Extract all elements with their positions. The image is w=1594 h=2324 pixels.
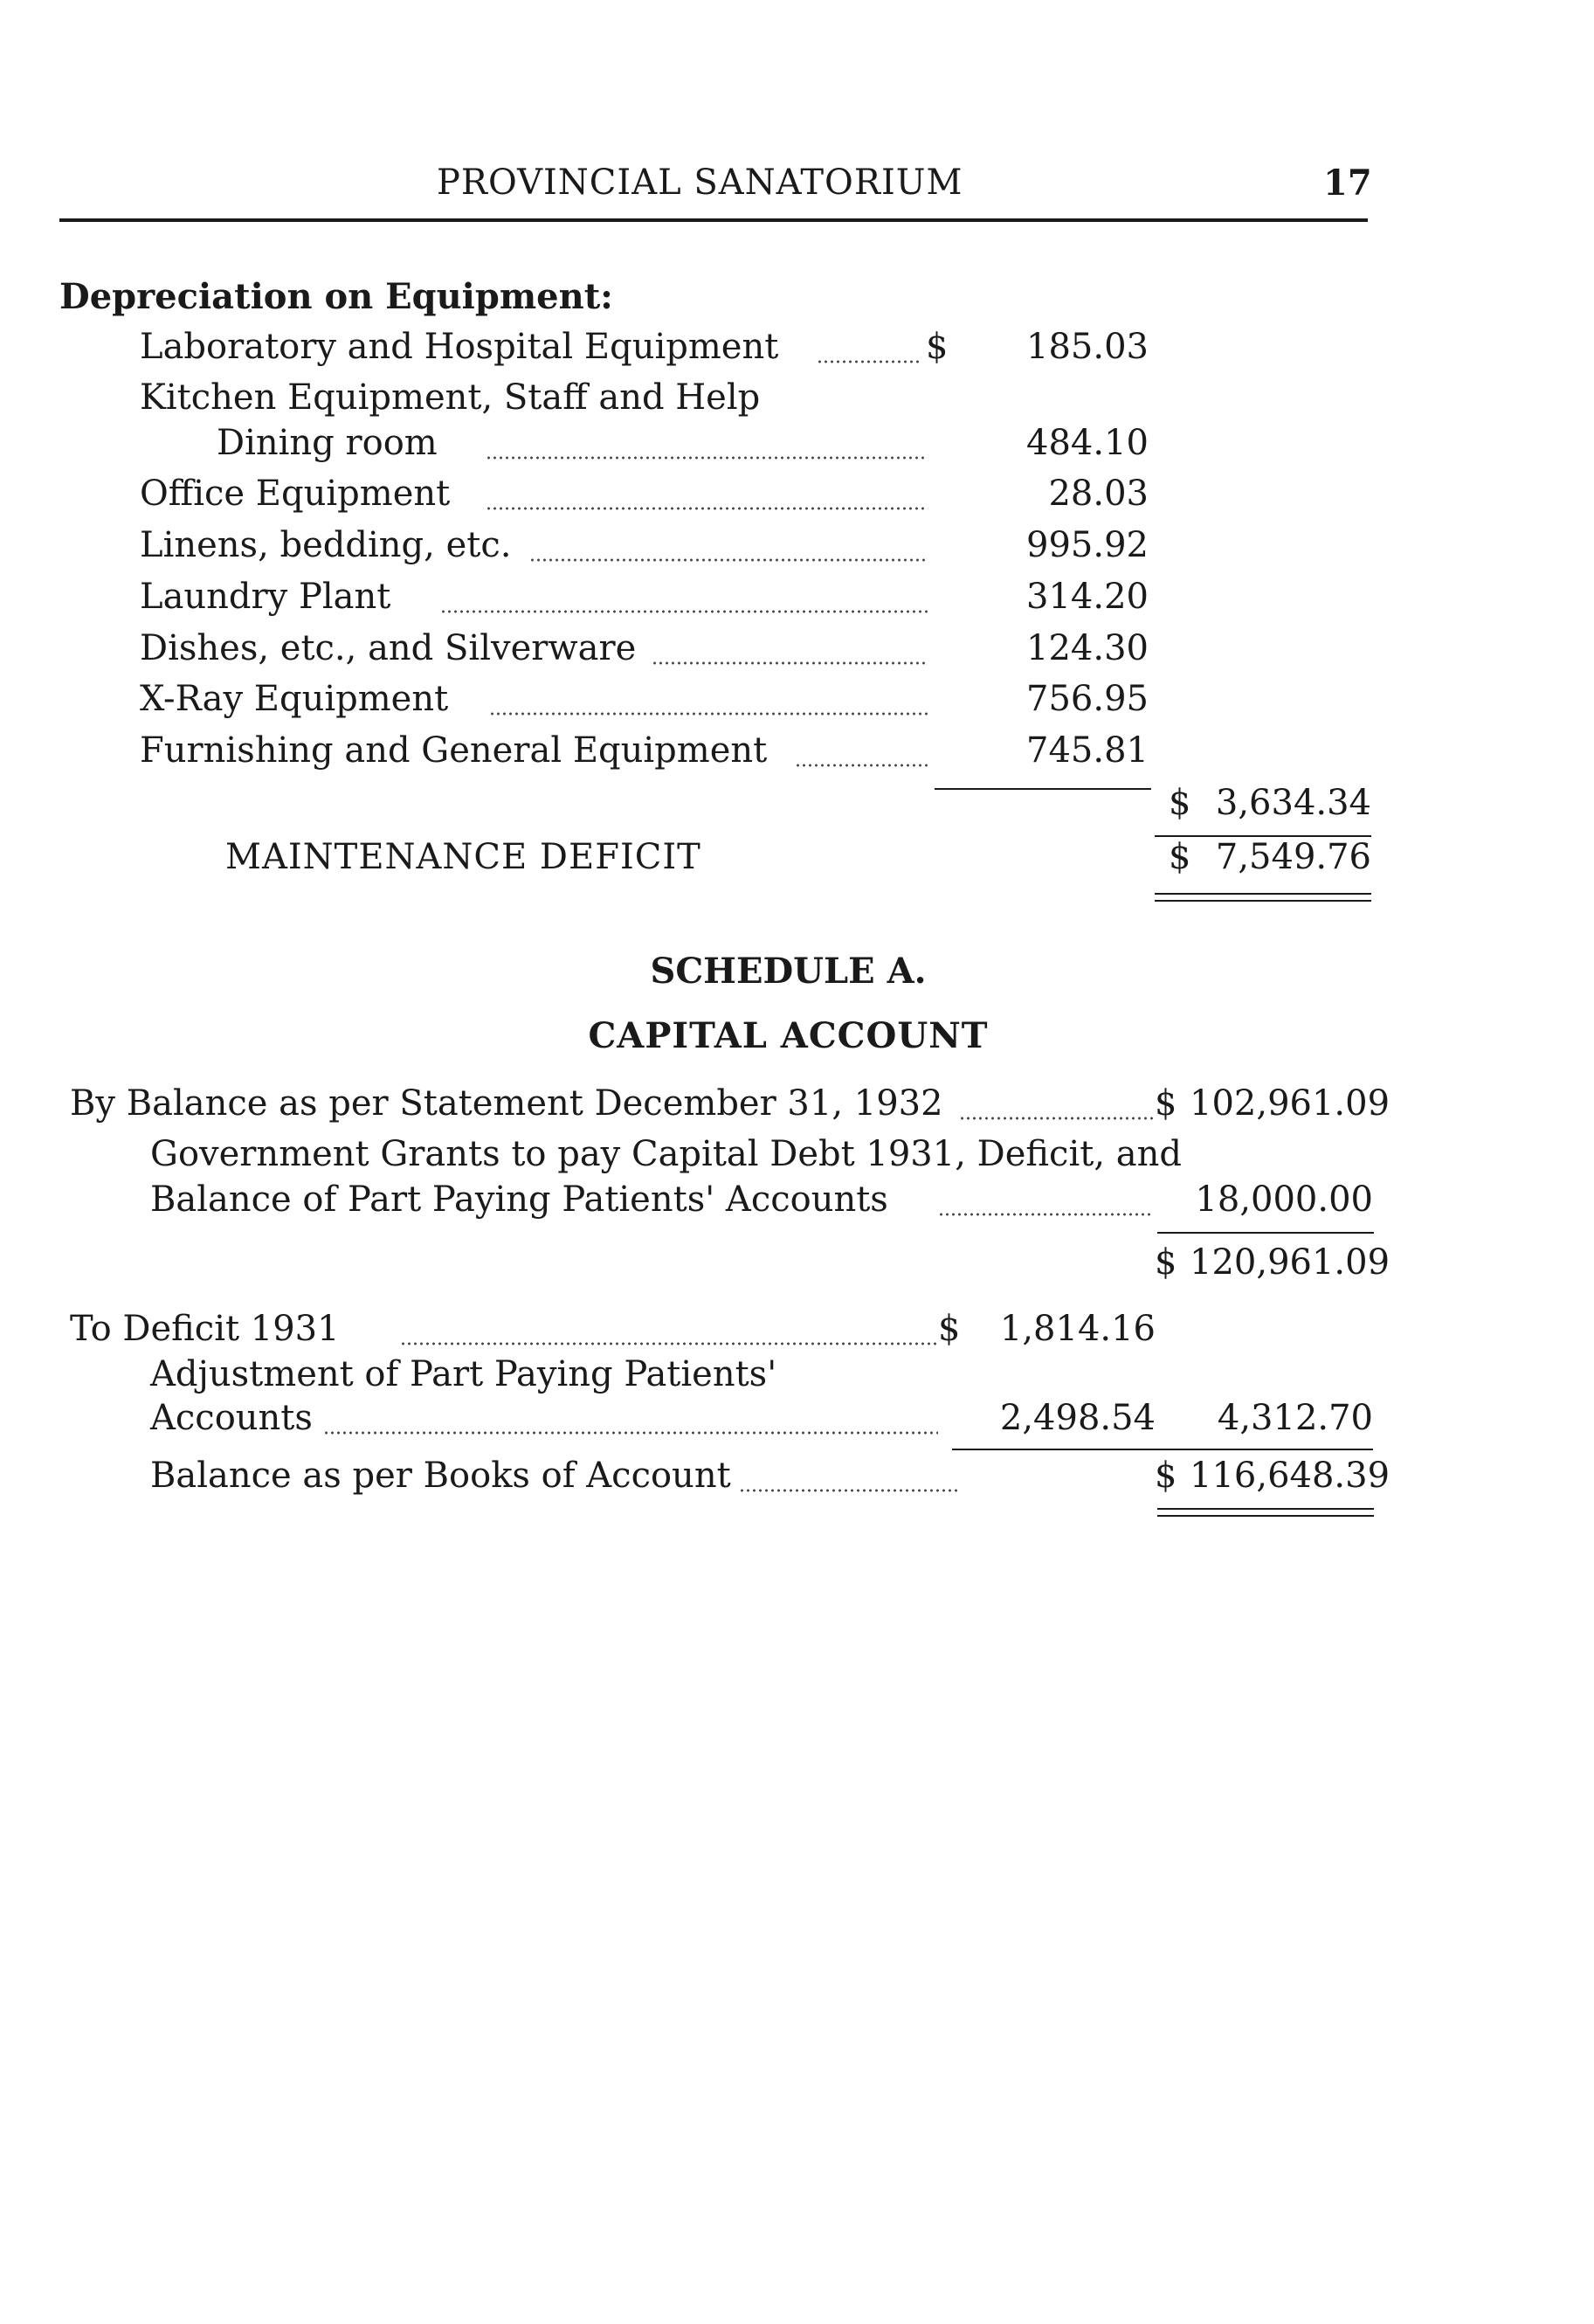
item-label: Dishes, etc., and Silverware — [140, 628, 637, 668]
item-amount: 28.03 — [1048, 474, 1149, 514]
item-label: Laundry Plant — [140, 577, 391, 617]
item-amount: 124.30 — [1026, 628, 1149, 668]
leader-dots — [489, 712, 928, 716]
dollar-sign: $ — [1155, 1456, 1177, 1496]
to-deficit-label: To Deficit 1931 — [70, 1309, 340, 1349]
by-balance-amount: 102,961.09 — [1190, 1083, 1390, 1124]
item-label: Office Equipment — [140, 474, 451, 514]
double-rule-top — [1155, 893, 1371, 895]
item-label-continued: Dining room — [217, 423, 438, 463]
item-amount: 314.20 — [1026, 577, 1149, 617]
leader-dots — [817, 360, 921, 363]
item-label: Kitchen Equipment, Staff and Help — [140, 377, 761, 418]
dollar-sign: $ — [1169, 837, 1191, 877]
double-rule-bottom — [1157, 1515, 1374, 1517]
item-amount: 995.92 — [1026, 525, 1149, 565]
subtotal-rule — [952, 1449, 1373, 1450]
maintenance-deficit-amount: 7,549.76 — [1215, 837, 1371, 877]
item-amount: 484.10 — [1026, 423, 1149, 463]
leader-dots — [440, 610, 928, 613]
item-amount: 756.95 — [1026, 679, 1149, 719]
leader-dots — [529, 558, 928, 562]
dollar-sign: $ — [1155, 1083, 1177, 1124]
to-deficit-amount: 1,814.16 — [999, 1309, 1156, 1349]
section-title-depreciation: Depreciation on Equipment: — [59, 276, 613, 317]
subtotal-rule — [1157, 1232, 1374, 1234]
leader-dots — [323, 1431, 938, 1435]
subtotal-rule — [935, 788, 1151, 790]
item-label: Laboratory and Hospital Equipment — [140, 327, 779, 367]
item-amount: 185.03 — [1026, 327, 1149, 367]
dollar-sign: $ — [938, 1309, 961, 1349]
leader-dots — [959, 1117, 1153, 1120]
header-rule — [59, 218, 1368, 222]
grants-amount: 18,000.00 — [1195, 1179, 1373, 1220]
dollar-sign: $ — [926, 327, 949, 367]
dollar-sign: $ — [1169, 783, 1191, 823]
item-label: Linens, bedding, etc. — [140, 525, 512, 565]
leader-dots — [938, 1213, 1153, 1216]
leader-dots — [739, 1489, 957, 1492]
adjustment-amount: 2,498.54 — [999, 1398, 1156, 1438]
adjustment-total: 4,312.70 — [1217, 1398, 1373, 1438]
schedule-subheading: CAPITAL ACCOUNT — [588, 1015, 989, 1056]
balance-books-amount: 116,648.39 — [1190, 1456, 1390, 1496]
leader-dots — [795, 764, 928, 767]
leader-dots — [486, 507, 928, 510]
leader-dots — [486, 456, 928, 460]
capital-subtotal: 120,961.09 — [1190, 1242, 1390, 1283]
adjustment-label-continued: Accounts — [150, 1398, 313, 1438]
double-rule-bottom — [1155, 900, 1371, 902]
dollar-sign: $ — [1155, 1242, 1177, 1283]
balance-books-label: Balance as per Books of Account — [150, 1456, 731, 1496]
leader-dots — [400, 1342, 938, 1345]
double-rule-top — [1157, 1508, 1374, 1510]
item-amount: 745.81 — [1026, 730, 1149, 771]
maintenance-deficit-label: MAINTENANCE DEFICIT — [225, 837, 701, 877]
grants-label-continued: Balance of Part Paying Patients' Accounts — [150, 1179, 888, 1220]
page-number: 17 — [1323, 163, 1372, 204]
depreciation-total: 3,634.34 — [1215, 783, 1371, 823]
adjustment-label: Adjustment of Part Paying Patients' — [150, 1354, 777, 1394]
item-label: Furnishing and General Equipment — [140, 730, 768, 771]
schedule-heading: SCHEDULE A. — [650, 951, 927, 992]
by-balance-label: By Balance as per Statement December 31, 1932 — [70, 1083, 943, 1124]
leader-dots — [652, 661, 928, 665]
page-header-title: PROVINCIAL SANATORIUM — [437, 163, 963, 203]
item-label: X-Ray Equipment — [140, 679, 449, 719]
grants-label: Government Grants to pay Capital Debt 1931, Deficit, and — [150, 1134, 1182, 1174]
